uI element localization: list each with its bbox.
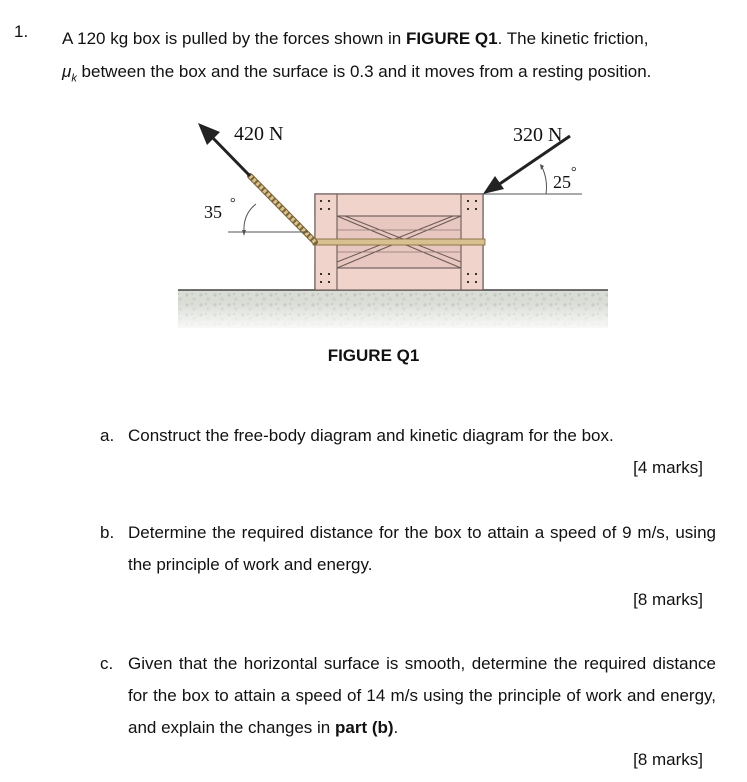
part-b-label: b. <box>100 523 115 542</box>
ground-surface <box>178 290 608 330</box>
part-c <box>100 648 716 744</box>
angle-label-25: 25 <box>553 172 571 192</box>
figure-reference: FIGURE Q1 <box>405 29 498 48</box>
part-b-reference: part (b) <box>335 718 394 737</box>
part-b <box>100 517 716 581</box>
force-label-420: 420 N <box>234 123 284 145</box>
part-b-text: Determine the required distance for the box to attain a speed of 9 m/s, using the principle of work and energy. <box>128 523 716 574</box>
part-a-marks: [4 marks] <box>633 458 703 477</box>
intro-text-1: A 120 kg box is pulled by the forces shown in <box>62 29 406 48</box>
part-c-marks: [8 marks] <box>633 750 703 769</box>
angle-arc-left-tip <box>242 230 246 236</box>
figure-q1 <box>170 112 620 337</box>
degree-symbol-right: ° <box>571 165 577 180</box>
degree-symbol-left: ° <box>230 196 236 211</box>
question-intro <box>62 22 732 95</box>
part-a-text: Construct the free-body diagram and kinetic diagram for the box. <box>128 426 614 445</box>
question-number: 1. <box>14 22 29 41</box>
angle-arc-left <box>244 204 256 232</box>
mu-symbol: $\mu_k$ <box>62 62 77 85</box>
angle-label-35: 35 <box>204 202 222 222</box>
force-label-320: 320 N <box>513 124 563 146</box>
figure-caption: FIGURE Q1 <box>327 346 420 365</box>
part-c-text: Given that the horizontal surface is smooth, determine the required distance for the box to attain a speed of 14 m/s using the principle of work and energy, and explain the changes in part (b). <box>128 654 716 737</box>
angle-arc-right <box>542 167 547 194</box>
part-a <box>100 420 716 452</box>
intro-text-2: . The kinetic friction, <box>497 29 649 48</box>
part-c-label: c. <box>100 654 114 673</box>
part-a-label: a. <box>100 426 115 445</box>
part-b-marks: [8 marks] <box>633 590 703 609</box>
box-force-diagram <box>170 112 620 337</box>
intro-text-3: between the box and the surface is 0.3 and it moves from a resting position. <box>76 62 652 81</box>
